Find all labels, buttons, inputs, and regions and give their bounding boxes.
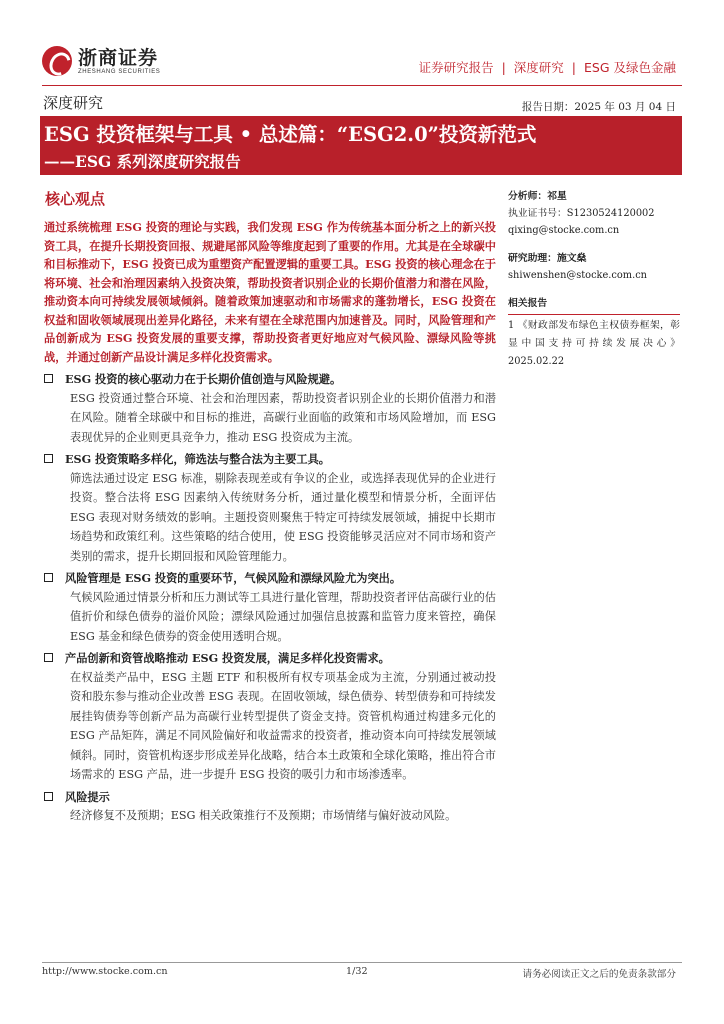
bullet-body: 气候风险通过情景分析和压力测试等工具进行量化管理，帮助投资者评估高碳行业的估值折价和绿色债券的溢价风险；漂绿风险通过加强信息披露和监管力度来管控，确保 ESG 基金和绿色债券的资金使用透明合规。 bbox=[70, 590, 496, 643]
main-content bbox=[44, 218, 496, 826]
analyst-email[interactable]: qixing@stocke.com.cn bbox=[508, 225, 620, 236]
doc-type: 深度研究 bbox=[43, 94, 104, 112]
checkbox-bullet-icon bbox=[44, 653, 53, 662]
page-title: ESG 投资框架与工具 • 总述篇：“ESG2.0”投资新范式 bbox=[44, 123, 537, 146]
bullet-item bbox=[44, 788, 496, 826]
assistant-label: 研究助理： bbox=[508, 253, 557, 264]
bullet-body: 在权益类产品中，ESG 主题 ETF 和积极所有权专项基金成为主流，分别通过被动投资和股东参与推动企业改善 ESG 表现。在固收领域，绿色债券、转型债券和可持续发展挂钩债券等创新产品为高碳行业转型提供了资金支持。资管机构通过构建多元化的 ESG 产品矩阵，满足不同风险偏好和收益需求的投资者，推动资本向可持续发展领域倾斜。同时，资管机构逐步形成差异化战略，结合本土政策和全球化策略，推出符合市场需求的 ESG 产品，进一步提升 ESG 投资的吸引力和市场渗透率。 bbox=[70, 670, 496, 781]
bullet-heading: 风险提示 bbox=[65, 789, 110, 804]
brand-name: 浙商证券 bbox=[78, 47, 159, 69]
assistant-line bbox=[508, 250, 680, 267]
brand-name-en: ZHESHANG SECURITIES bbox=[78, 69, 161, 75]
brand-logo-icon bbox=[42, 46, 72, 76]
report-date: 报告日期：2025 年 03 月 04 日 bbox=[521, 101, 676, 113]
header-tag-depth: 深度研究 bbox=[513, 60, 564, 75]
footer-divider bbox=[42, 962, 682, 963]
header-tag-research: 证券研究报告 bbox=[418, 60, 494, 75]
related-report-item[interactable]: 1 《财政部发布绿色主权债券框架，彰显中国支持可持续发展决心》 2025.02.22 bbox=[508, 320, 680, 367]
checkbox-bullet-icon bbox=[44, 573, 53, 582]
page-subtitle: ——ESG 系列深度研究报告 bbox=[44, 152, 241, 171]
checkbox-bullet-icon bbox=[44, 792, 53, 801]
checkbox-bullet-icon bbox=[44, 374, 53, 383]
assistant-email[interactable]: shiwenshen@stocke.com.cn bbox=[508, 270, 647, 281]
header-separator: | bbox=[571, 60, 577, 75]
header-tag-esg: ESG 及绿色金融 bbox=[584, 60, 676, 75]
header-tags bbox=[417, 58, 678, 76]
bullet-item bbox=[44, 450, 496, 566]
summary-paragraph: 通过系统梳理 ESG 投资的理论与实践，我们发现 ESG 作为传统基本面分析之上的新兴投资工具，在提升长期投资回报、规避尾部风险等维度起到了重要的作用。尤其是在全球碳中和目标推动下，ESG 投资已成为重塑资产配置逻辑的重要工具。ESG 投资的核心理念在于将环境、社会和治理因素纳入投资决策，帮助投资者识别企业的长期价值潜力和潜在风险，推动资本向可持续发展领域倾斜。随着政策加速驱动和市场需求的蓬勃增长，ESG 投资在权益和固收领域展现出差异化路径，未来有望在全球范围内加速普及。同时，风险管理和产品创新成为 ESG 投资发展的重要支撑，帮助投资者更好地应对气候风险、漂绿风险等挑战，并通过创新产品设计满足多样化投资需求。 bbox=[44, 220, 496, 364]
checkbox-bullet-icon bbox=[44, 454, 53, 463]
bullet-item bbox=[44, 370, 496, 447]
title-band bbox=[40, 116, 682, 175]
bullet-heading: 产品创新和资管战略推动 ESG 投资发展，满足多样化投资需求。 bbox=[65, 651, 390, 665]
sidebar bbox=[508, 188, 680, 371]
page-number: 1/32 bbox=[346, 966, 368, 977]
brand-logo bbox=[42, 46, 160, 76]
header-separator: | bbox=[501, 60, 506, 75]
analyst-label: 分析师： bbox=[508, 191, 548, 202]
section-title: 核心观点 bbox=[45, 190, 106, 208]
related-reports-title: 相关报告 bbox=[508, 295, 680, 315]
analyst-name: 祁星 bbox=[547, 191, 567, 202]
bullet-item bbox=[44, 569, 496, 646]
analyst-license: 执业证书号：S1230524120002 bbox=[508, 208, 655, 219]
footer-url[interactable]: http://www.stocke.com.cn bbox=[42, 966, 168, 977]
bullet-heading: ESG 投资的核心驱动力在于长期价值创造与风险规避。 bbox=[65, 372, 342, 386]
bullet-item bbox=[44, 649, 496, 785]
header-divider bbox=[42, 85, 682, 86]
bullet-body: 经济修复不及预期；ESG 相关政策推行不及预期；市场情绪与偏好波动风险。 bbox=[70, 809, 457, 822]
bullet-heading: 风险管理是 ESG 投资的重要环节，气候风险和漂绿风险尤为突出。 bbox=[65, 571, 402, 585]
bullet-heading: ESG 投资策略多样化，筛选法与整合法为主要工具。 bbox=[65, 452, 330, 466]
assistant-name: 施文燊 bbox=[556, 253, 587, 264]
analyst-line bbox=[508, 188, 680, 205]
bullet-body: 筛选法通过设定 ESG 标准，剔除表现差或有争议的企业，或选择表现优异的企业进行投资。整合法将 ESG 因素纳入传统财务分析，通过量化模型和情景分析，全面评估 ESG 表现对财务绩效的影响。主题投资则聚焦于特定可持续发展领域，捕捉中长期市场趋势和政策红利。这些策略的结合使用，使 ESG 投资能够灵活应对不同市场和资产类别的需求，提升长期回报和风险管理能力。 bbox=[70, 471, 496, 563]
disclaimer-note: 请务必阅读正文之后的免责条款部分 bbox=[522, 969, 676, 980]
bullet-body: ESG 投资通过整合环境、社会和治理因素，帮助投资者识别企业的长期价值潜力和潜在风险。随着全球碳中和目标的推进，高碳行业面临的政策和市场风险增加，而 ESG 表现优异的企业则更具竞争力，推动 ESG 投资成为主流。 bbox=[70, 391, 496, 444]
